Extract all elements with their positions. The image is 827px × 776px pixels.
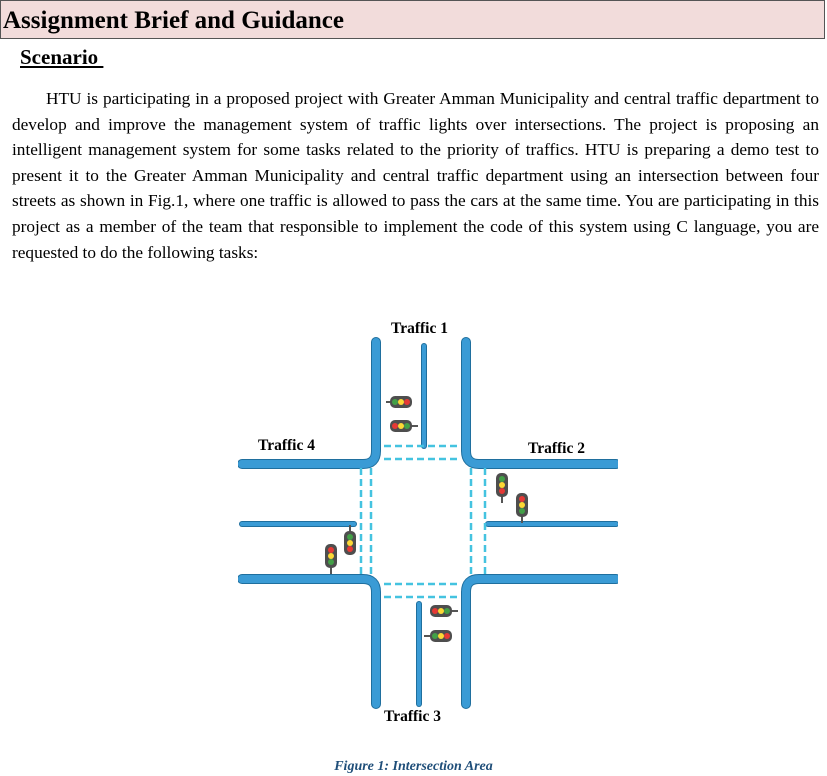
traffic-4-label: Traffic 4 xyxy=(258,437,315,454)
traffic-light-icon xyxy=(496,473,508,503)
traffic-light-icon xyxy=(325,544,337,574)
traffic-light-icon xyxy=(386,396,412,408)
traffic-light-icon xyxy=(344,525,356,555)
crosswalk-lines xyxy=(361,446,485,597)
traffic-1-label: Traffic 1 xyxy=(391,320,448,337)
traffic-light-icon xyxy=(516,493,528,523)
road-bottom-left xyxy=(242,579,376,704)
traffic-3-label: Traffic 3 xyxy=(384,708,441,725)
traffic-light-icon xyxy=(424,630,452,642)
section-heading-scenario: Scenario xyxy=(20,45,104,69)
traffic-light-icon xyxy=(430,605,458,617)
intersection-figure xyxy=(238,318,618,730)
page-title: Assignment Brief and Guidance xyxy=(3,7,345,34)
roads xyxy=(242,342,616,704)
traffic-light-icon xyxy=(390,420,418,432)
road-bottom-right xyxy=(466,579,616,704)
figure-caption: Figure 1: Intersection Area xyxy=(334,759,493,774)
traffic-2-label: Traffic 2 xyxy=(528,440,585,457)
road-edge-bottom-left xyxy=(242,579,376,704)
title-bar xyxy=(0,0,825,39)
scenario-paragraph: HTU is participating in a proposed project with Greater Amman Municipality and central traffic department to develop and improve the management system of traffic lights over intersections. The project is proposing an intelligent management system for some tasks related to the priority of traffics. HTU is preparing a demo test to present it to the Greater Amman Municipality and central traffic department using an intersection between four streets as shown in Fig.1, where one traffic is allowed to pass the cars at the same time. You are participating in this project as a member of the team that responsible to implement the code of this system using C language, you are requested to do the following tasks: xyxy=(12,89,819,262)
road-edge-bottom-right xyxy=(466,579,616,704)
intersection-diagram xyxy=(238,318,618,730)
